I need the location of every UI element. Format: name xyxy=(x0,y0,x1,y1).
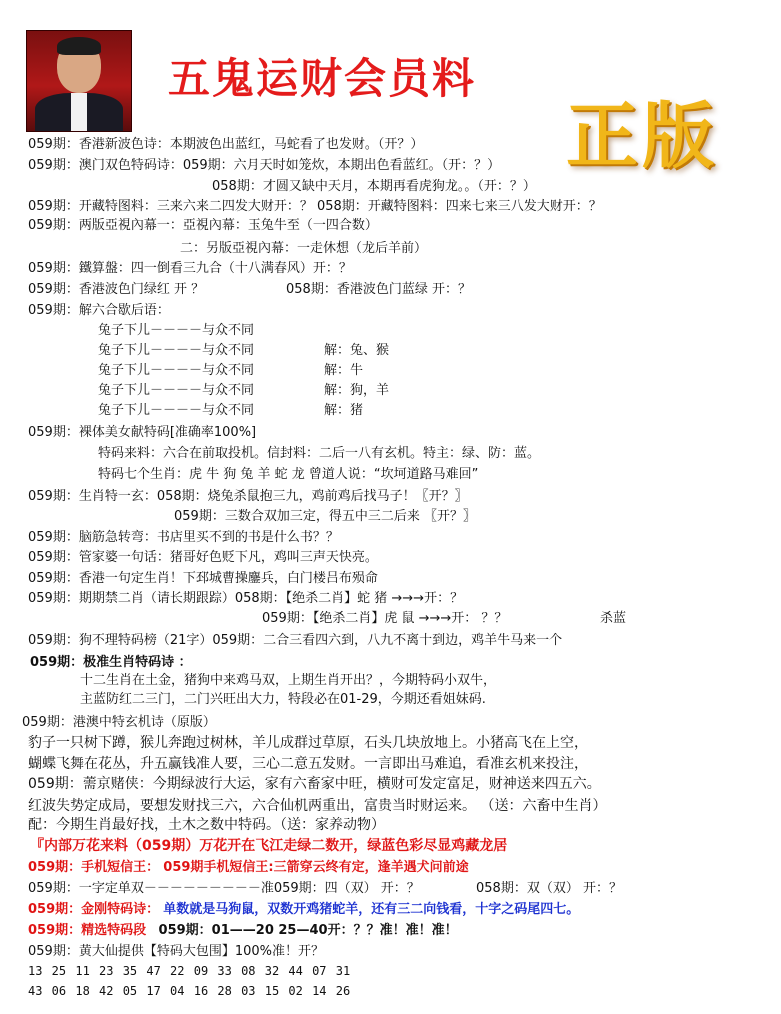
line-zodiac-mystery: 059期：生肖特一玄：058期：烧兔杀鼠抱三九，鸡前鸡后找马子！〖开？〗 xyxy=(28,489,468,504)
line-goubuli-board: 059期：狗不理特码榜（21字）059期：二合三看四六到，八九不离十到边，鸡羊牛马来一个 xyxy=(28,633,563,648)
line-riddle-title: 059期：解六合歇后语： xyxy=(28,303,170,318)
line-hk-color-poem: 059期：香港新波色诗：本期波色出蓝红，马蛇看了也发财。（开？） xyxy=(28,137,424,152)
line-odd-even-058: 058期：双（双） 开：？ xyxy=(476,881,622,896)
line-hk-color-gate-058: 058期：香港波色门蓝绿 开：？ xyxy=(286,282,471,297)
line-selected-range xyxy=(28,922,458,939)
line-zodiac-mystery-2: 059期：三数合双加三定，得五中三二后来 〖开？〗 xyxy=(174,509,476,524)
line-ban-two-zodiacs: 059期：期期禁二肖（请长期跟踪）058期：【绝杀二肖】蛇 猪 →→→开：？ xyxy=(28,591,464,606)
line-zodiac-poem-title: 059期：极准生肖特码诗 ： xyxy=(30,655,192,670)
page-title: 五鬼运财会员料 xyxy=(168,54,477,103)
line-sms-king xyxy=(28,859,469,876)
line-beauty-code: 059期：裸体美女献特码[准确率100%] xyxy=(28,425,257,440)
genuine-stamp: 正版 xyxy=(566,94,719,178)
riddle-answer: 解：兔、猴 xyxy=(324,343,390,358)
line-atv-insider-1: 059期：两版亞視內幕一：亞視內幕：玉兔牛至（一四合数） xyxy=(28,218,378,233)
line-macau-poem: 059期：澳门双色特码诗：059期：六月天时如笼炊，本期出色看蓝红。（开：？） xyxy=(28,158,501,173)
line-hidden-picture: 059期：开藏特图料：三来六来二四发大财开：？ 058期：开藏特图料：四来七来三八发大财开：？ xyxy=(28,199,602,214)
line-gambler-3: 配：今期生肖最好找，土木之数中特码。（送：家养动物） xyxy=(28,817,385,833)
riddle-answer: 解：狗，羊 xyxy=(324,383,390,398)
riddle-answer: 解：牛 xyxy=(324,363,364,378)
line-housekeeper: 059期：管家婆一句话：猪哥好色贬下凡，鸡叫三声天快亮。 xyxy=(28,550,378,565)
line-hkmacau-poem-2: 蝴蝶飞舞在花丛，升五赢钱准人要，三心二意五发财。一言即出马难追，看准玄机来投注， xyxy=(28,756,588,772)
line-gambler: 059期：薷京赌侠：今期绿波行大运，家有六畜家中旺，横财可发定富足，财神送来四五六。 xyxy=(28,776,601,792)
sms-king-text: 059期手机短信王:三箭穿云终有定，逢羊遇犬问前途 xyxy=(163,860,469,875)
line-odd-even: 059期：一字定单双－－－－－－－－－准059期：四（双） 开：？ xyxy=(28,881,420,896)
riddle-row: 兔子下儿－－－－与众不同 xyxy=(98,403,255,418)
line-zodiac-poem-2: 主蓝防红二三门，二门兴旺出大力，特段必在01-29，今期还看姐妹码. xyxy=(80,692,486,707)
line-hk-color-gate: 059期：香港波色门绿红 开 ？ xyxy=(28,282,205,297)
line-brain-teaser: 059期：脑筋急转弯：书店里买不到的书是什么书？？ xyxy=(28,530,339,545)
line-seven-zodiacs: 特码七个生肖：虎 牛 狗 兔 羊 蛇 龙 曾道人说：“坎坷道路马难回” xyxy=(98,467,479,482)
numbers-row-2: 43 06 18 42 05 17 04 16 28 03 15 02 14 26 xyxy=(28,984,351,998)
line-code-source: 特码来料：六合在前取投机。信封料：二后一八有玄机。特主：绿、防：蓝。 xyxy=(98,446,541,461)
sms-king-label: 059期：手机短信王： xyxy=(28,860,160,875)
line-macau-poem-058: 058期：才圆又缺中天月，本期再看虎狗龙。。（开：？） xyxy=(212,179,536,194)
line-hkmacau-poem-title: 059期：港澳中特玄机诗（原版） xyxy=(22,715,216,730)
riddle-answer: 解：猪 xyxy=(324,403,364,418)
line-hk-one-sentence: 059期：香港一句定生肖！下邳城曹操鏖兵，白门楼吕布殒命 xyxy=(28,571,378,586)
line-atv-insider-2: 二：另版亞視內幕：一走休想（龙后羊前） xyxy=(180,241,428,256)
riddle-row: 兔子下儿－－－－与众不同 xyxy=(98,363,255,378)
line-huangdaxian: 059期：黄大仙提供【特码大包围】100%准！开？ xyxy=(28,944,324,959)
line-diamond-poem xyxy=(28,901,579,918)
range-text: 059期：01——20 25—40开：？？准！准！准！ xyxy=(158,923,458,938)
numbers-row-1: 13 25 11 23 35 47 22 09 33 08 32 44 07 31 xyxy=(28,964,351,978)
diamond-label: 059期：金刚特码诗： xyxy=(28,902,160,917)
line-zodiac-poem-1: 十二生肖在土金，猪狗中来鸡马双，上期生肖开出？，今期特码小双牛， xyxy=(80,673,497,688)
wanhua-label: 『内部万花来料（059期）万花开在飞江走绿二数开，绿蓝色彩尽显鸡藏龙居 xyxy=(30,838,508,854)
range-label: 059期：精选特码段 xyxy=(28,923,147,938)
riddle-row: 兔子下儿－－－－与众不同 xyxy=(98,383,255,398)
line-ban-two-zodiacs-059: 059期：【绝杀二肖】虎 鼠 →→→开： ？？ xyxy=(262,611,508,626)
line-iron-abacus: 059期：鐵算盤：四一倒看三九合（十八满春风）开：？ xyxy=(28,261,352,276)
line-wanhua xyxy=(30,837,507,855)
author-portrait xyxy=(26,30,132,132)
line-gambler-2: 红波失势定成局，要想发财找三六，六合仙机两重出，富贵当时财运来。 （送：六畜中生肖） xyxy=(28,798,607,814)
riddle-row: 兔子下儿－－－－与众不同 xyxy=(98,343,255,358)
line-hkmacau-poem-1: 豹子一只树下蹲，猴儿奔跑过树林，羊儿成群过草原，石头几块放地上。小猪高飞在上空， xyxy=(28,735,588,751)
line-kill-blue: 杀蓝 xyxy=(600,611,627,626)
riddle-row: 兔子下儿－－－－与众不同 xyxy=(98,323,255,338)
diamond-text: 单数就是马狗鼠，双数开鸡猪蛇羊，还有三二向钱看，十字之码尾四七。 xyxy=(163,902,580,917)
